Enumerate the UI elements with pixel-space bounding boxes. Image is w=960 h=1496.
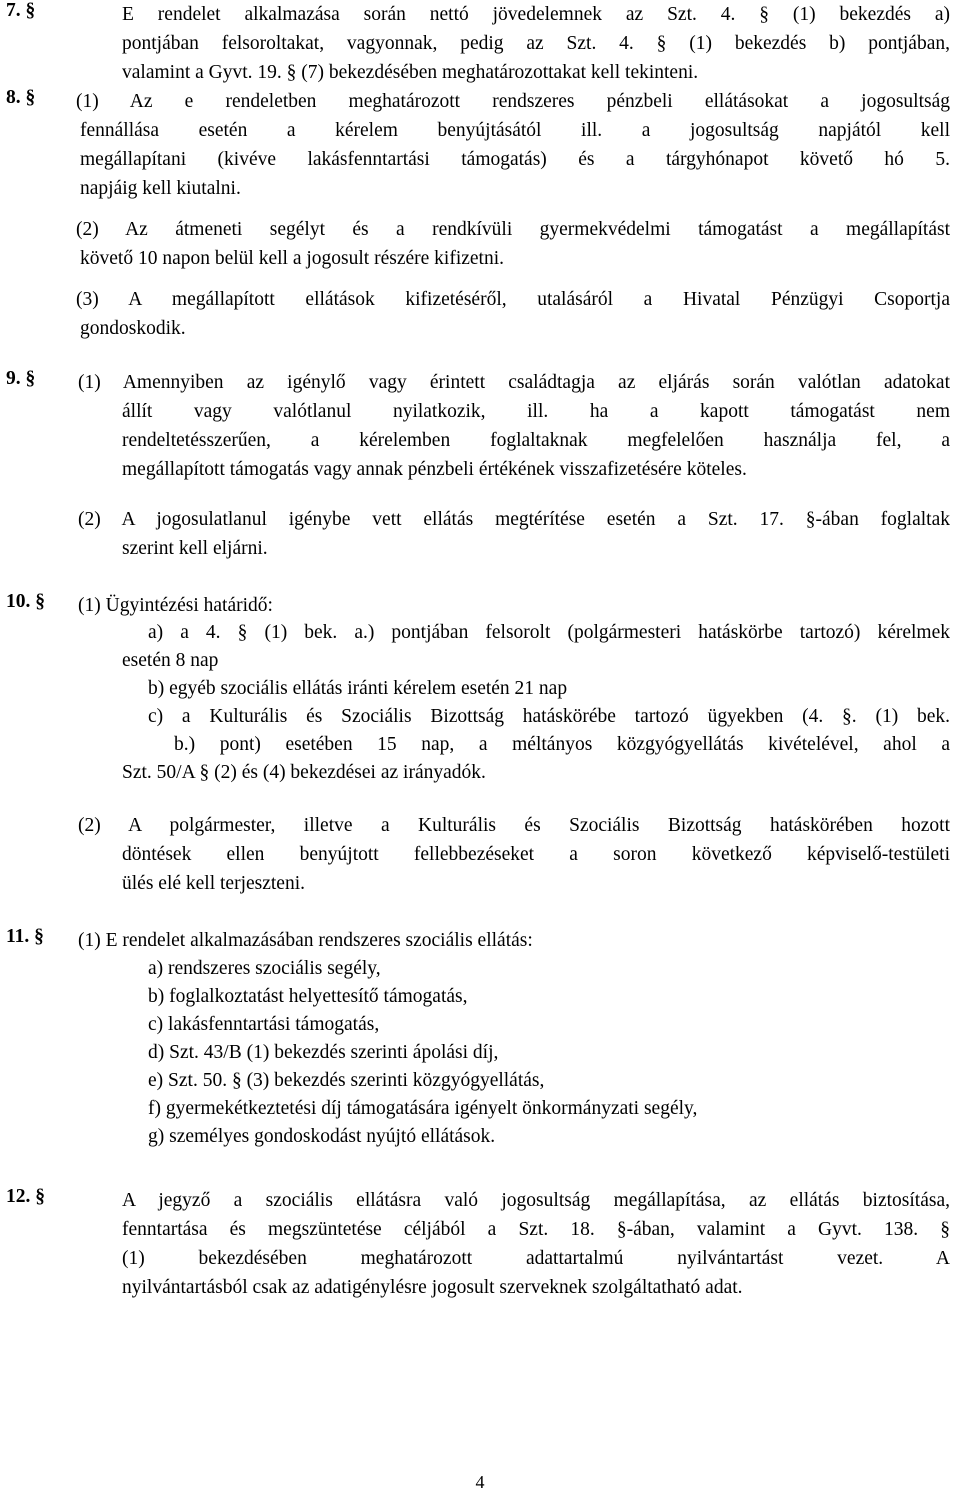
text-line: (1) E rendelet alkalmazásában rendszeres szociális ellátás: bbox=[78, 930, 533, 951]
text-line: A jegyző a szociális ellátásra való jogosultság megállapítása, az ellátás biztosítása, bbox=[122, 1190, 950, 1211]
section-10-paragraph-2 bbox=[6, 811, 950, 898]
text-line: (2) Az átmeneti segélyt és a rendkívüli gyermekvédelmi támogatást a megállapítást bbox=[76, 219, 950, 240]
list-item: d) Szt. 43/B (1) bekezdés szerinti ápolási díj, bbox=[148, 1042, 499, 1063]
text-line: rendeltetésszerűen, a kérelemben foglaltaknak megfelelően használja fel, a bbox=[122, 430, 950, 451]
list-item: c) lakásfenntartási támogatás, bbox=[148, 1014, 380, 1035]
list-item: esetén 8 nap bbox=[122, 650, 219, 671]
paragraph-1 bbox=[76, 87, 950, 203]
text-line: (1) Amennyiben az igénylő vagy érintett családtagja az eljárás során valótlan adatokat bbox=[78, 372, 950, 393]
section-number: 8. § bbox=[6, 87, 36, 108]
section-number: 9. § bbox=[6, 368, 36, 389]
text-line: nyilvántartásból csak az adatigénylésre jogosult szerveknek szolgáltatható adat. bbox=[122, 1277, 743, 1298]
text-line: fennállása esetén a kérelem benyújtásától ill. a jogosultság napjától kell bbox=[80, 120, 950, 141]
text-line: (2) A polgármester, illetve a Kulturális és Szociális Bizottság hatáskörében hozott bbox=[78, 815, 950, 836]
list-item: e) Szt. 50. § (3) bekezdés szerinti közgyógyellátás, bbox=[148, 1070, 545, 1091]
section-11 bbox=[6, 926, 950, 1151]
list-item: Szt. 50/A § (2) és (4) bekezdései az irányadók. bbox=[122, 762, 486, 783]
text-line: (1) bekezdésében meghatározott adattartalmú nyilvántartást vezet. A bbox=[122, 1248, 950, 1269]
list-item: a) rendszeres szociális segély, bbox=[148, 958, 381, 979]
section-8-paragraph-3 bbox=[6, 285, 950, 343]
section-number: 12. § bbox=[6, 1186, 45, 1207]
text-line: (1) Ügyintézési határidő: bbox=[78, 595, 273, 616]
section-7 bbox=[6, 0, 950, 87]
deadline-list bbox=[122, 619, 950, 787]
text-line: szerint kell eljárni. bbox=[122, 538, 268, 559]
regular-benefits-list bbox=[148, 955, 950, 1151]
text-line: (3) A megállapított ellátások kifizetéséről, utalásáról a Hivatal Pénzügyi Csoportja bbox=[76, 289, 950, 310]
list-item: b) egyéb szociális ellátás iránti kérelem esetén 21 nap bbox=[148, 678, 568, 699]
text-line: követő 10 napon belül kell a jogosult részére kifizetni. bbox=[80, 248, 505, 269]
text-line: (2) A jogosulatlanul igénybe vett ellátás megtérítése esetén a Szt. 17. §-ában foglaltak bbox=[78, 509, 950, 530]
text-line: megállapítani (kivéve lakásfenntartási támogatás) és a tárgyhónapot követő hó 5. bbox=[80, 149, 950, 170]
text-line: napjáig kell kiutalni. bbox=[80, 178, 241, 199]
text-line: (1) Az e rendeletben meghatározott rendszeres pénzbeli ellátásokat a jogosultság bbox=[76, 91, 950, 112]
section-9 bbox=[6, 368, 950, 484]
text-line: valamint a Gyvt. 19. § (7) bekezdésében meghatározottakat kell tekinteni. bbox=[122, 62, 699, 83]
text-line: állít vagy valótlanul nyilatkozik, ill. ha a kapott támogatást nem bbox=[122, 401, 950, 422]
section-number: 7. § bbox=[6, 0, 36, 21]
list-item: c) a Kulturális és Szociális Bizottság hatáskörébe tartozó ügyekben (4. §. (1) bek. bbox=[148, 706, 950, 727]
text-line: E rendelet alkalmazása során nettó jövedelemnek az Szt. 4. § (1) bekezdés a) bbox=[122, 4, 950, 25]
text-line: döntések ellen benyújtott fellebbezéseket a soron következő képviselő-testületi bbox=[122, 844, 950, 865]
section-number: 10. § bbox=[6, 591, 45, 612]
list-item: g) személyes gondoskodást nyújtó ellátások. bbox=[148, 1126, 496, 1147]
text-line: gondoskodik. bbox=[80, 318, 186, 339]
section-number: 11. § bbox=[6, 926, 44, 947]
section-8-paragraph-2 bbox=[6, 215, 950, 273]
section-10 bbox=[6, 591, 950, 787]
list-item: b) foglalkoztatást helyettesítő támogatás, bbox=[148, 986, 468, 1007]
section-9-paragraph-2 bbox=[6, 505, 950, 563]
text-line: fenntartása és megszüntetése céljából a Szt. 18. §-ában, valamint a Gyvt. 138. § bbox=[122, 1219, 950, 1240]
page-number: 4 bbox=[475, 1472, 485, 1492]
text-line: ülés elé kell terjeszteni. bbox=[122, 873, 306, 894]
list-item: a) a 4. § (1) bek. a.) pontjában felsorolt (polgármesteri hatáskörbe tartozó) kérelmek bbox=[148, 622, 950, 643]
section-8 bbox=[6, 87, 950, 203]
section-12 bbox=[6, 1186, 950, 1302]
list-item: b.) pont) esetében 15 nap, a méltányos közgyógyellátás kivételével, ahol a bbox=[174, 734, 950, 755]
list-item: f) gyermekétkeztetési díj támogatására igényelt önkormányzati segély, bbox=[148, 1098, 698, 1119]
text-line: megállapított támogatás vagy annak pénzbeli értékének visszafizetésére köteles. bbox=[122, 459, 747, 480]
text-line: pontjában felsoroltakat, vagyonnak, pedig az Szt. 4. § (1) bekezdés b) pontjában, bbox=[122, 33, 950, 54]
